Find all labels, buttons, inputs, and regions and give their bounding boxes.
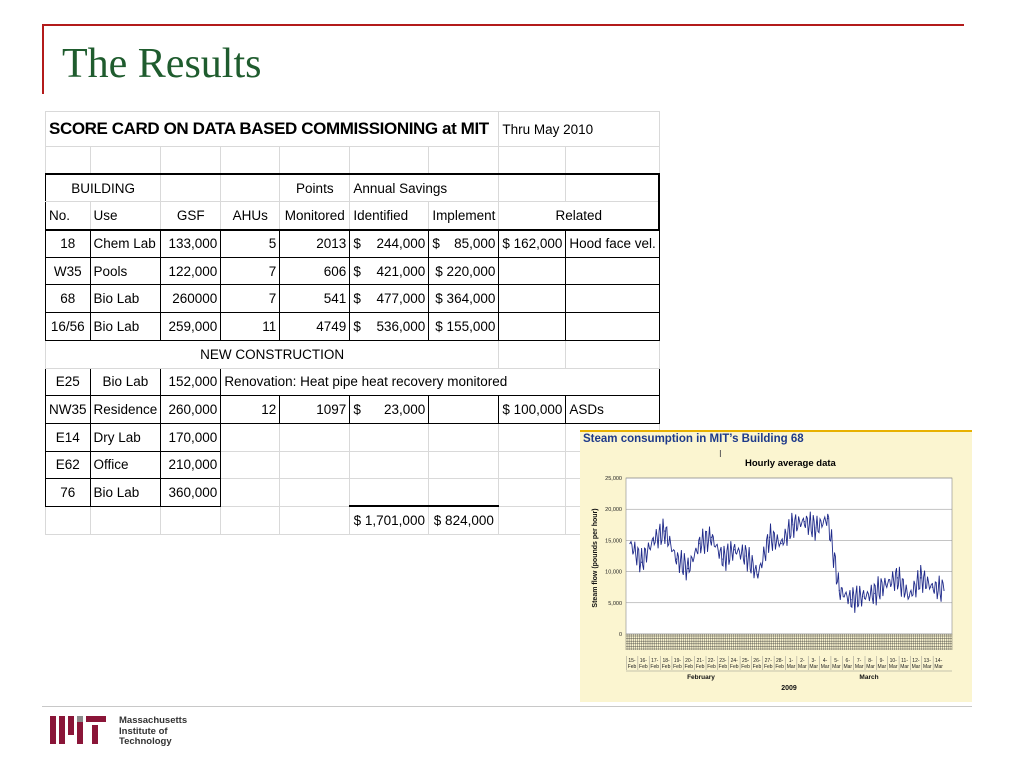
cell-no: 76 [46, 479, 91, 507]
x-tick-label: Mar [809, 664, 819, 670]
wordmark-line: Institute of [119, 725, 168, 737]
data-point [711, 537, 712, 538]
cell-gsf: 259,000 [161, 313, 221, 341]
cell-no: E62 [46, 451, 91, 479]
x-tick-label: 23- [719, 658, 727, 664]
data-point [827, 518, 828, 519]
scorecard-table [45, 111, 660, 535]
chart-subtitle: Hourly average data [745, 458, 836, 469]
data-point [734, 549, 735, 550]
currency-symbol: $ [432, 236, 440, 252]
header-monitored: Monitored [280, 202, 350, 230]
left-rule [42, 24, 44, 94]
cell-note: ASDs [566, 396, 659, 424]
table-row [46, 285, 660, 313]
total-implement: $ 824,000 [429, 506, 499, 534]
cell-gsf: 170,000 [161, 423, 221, 451]
cell-no: E25 [46, 368, 91, 396]
x-tick-label: Feb [775, 664, 784, 670]
data-point [641, 562, 642, 563]
cell-no: NW35 [46, 396, 91, 424]
group-points: Points [280, 174, 350, 202]
cell-note: Hood face vel. [566, 230, 659, 258]
currency-symbol: $ [353, 318, 361, 334]
y-tick-label: 25,000 [605, 476, 622, 482]
group-building: BUILDING [46, 174, 161, 202]
cell-use: Bio Lab [90, 285, 161, 313]
header-use: Use [90, 202, 161, 230]
x-tick-label: 24- [730, 658, 738, 664]
cell-no: W35 [46, 257, 91, 285]
month-label: February [687, 674, 715, 681]
x-tick-label: Mar [922, 664, 932, 670]
cell-gsf: 260,000 [161, 396, 221, 424]
x-tick-label: Mar [911, 664, 921, 670]
cell-no: 16/56 [46, 313, 91, 341]
x-tick-label: Mar [832, 664, 841, 670]
y-tick-label: 0 [618, 632, 622, 638]
x-tick-label: Feb [639, 664, 648, 670]
cell-gsf: 360,000 [161, 479, 221, 507]
y-tick-label: 5,000 [608, 600, 622, 607]
cell-gsf: 152,000 [161, 368, 221, 396]
cell-no: 68 [46, 285, 91, 313]
table-row [46, 451, 660, 479]
y-tick-label: 20,000 [605, 507, 622, 514]
scorecard-date: Thru May 2010 [499, 112, 659, 147]
wordmark-line: Massachusetts [119, 715, 188, 726]
steam-chart [580, 430, 972, 702]
x-tick-label: Feb [707, 664, 716, 670]
x-tick-label: Mar [934, 664, 943, 670]
totals-row [46, 506, 660, 534]
data-point [850, 599, 851, 600]
x-tick-label: 17- [651, 658, 659, 664]
x-tick-label: Feb [627, 664, 637, 670]
x-tick-label: 9- [879, 658, 885, 664]
x-tick-label: Mar [820, 664, 830, 670]
cell-implement: $ 364,000 [429, 285, 499, 313]
cell-points: 541 [280, 285, 350, 313]
x-tick-label: 6- [845, 658, 851, 664]
data-point [909, 596, 910, 597]
data-point [746, 555, 747, 556]
cell-points: 1097 [280, 396, 350, 424]
scorecard-title: SCORE CARD ON DATA BASED COMMISSIONING at MIT [46, 112, 499, 147]
currency-symbol: $ [353, 291, 361, 307]
data-point [688, 568, 689, 569]
new-construction-label: NEW CONSTRUCTION [46, 340, 499, 368]
cell-related: $ 162,000 [499, 230, 566, 258]
cell-gsf: 133,000 [161, 230, 221, 258]
x-tick-label: Mar [866, 664, 875, 670]
cell-gsf: 122,000 [161, 257, 221, 285]
currency-symbol: $ [353, 402, 361, 418]
x-tick-label: Mar [854, 664, 864, 670]
x-tick-label: 5- [834, 658, 839, 664]
x-tick-label: 15- [628, 658, 636, 664]
currency-symbol: $ [353, 236, 361, 252]
x-tick-label: 10- [889, 658, 897, 664]
data-point [757, 574, 758, 575]
cell-use: Bio Lab [90, 479, 161, 507]
x-tick-label: Mar [786, 664, 796, 670]
cell-identified: 477,000 [376, 291, 426, 307]
cell-ahus: 7 [221, 257, 280, 285]
chart-title: Steam consumption in MIT’s Building 68 [583, 433, 804, 445]
cell-use: Pools [90, 257, 161, 285]
cell-identified: 244,000 [376, 236, 426, 252]
x-tick-label: 19- [673, 658, 682, 664]
x-tick-label: Mar [900, 664, 909, 670]
cell-implement: 85,000 [454, 236, 496, 252]
data-point [874, 593, 875, 594]
x-tick-label: Feb [673, 664, 682, 670]
x-tick-label: Feb [695, 664, 705, 670]
x-axis-label: 2009 [781, 685, 797, 692]
data-point [676, 559, 677, 560]
x-tick-label: 21- [696, 658, 704, 664]
cell-use: Residence [90, 396, 161, 424]
cell-points: 606 [280, 257, 350, 285]
x-tick-label: 27- [764, 658, 772, 664]
table-row [46, 368, 660, 396]
cell-use: Bio Lab [90, 368, 161, 396]
cell-gsf: 210,000 [161, 451, 221, 479]
header-no: No. [46, 202, 91, 230]
x-tick-label: Feb [741, 664, 750, 670]
table-row [46, 479, 660, 507]
data-point [664, 530, 665, 531]
x-tick-label: 25- [741, 658, 750, 664]
data-point [699, 543, 700, 544]
x-tick-label: 22- [707, 658, 716, 664]
header-implement: Implement [429, 202, 499, 230]
section-row [46, 340, 660, 368]
table-row [46, 313, 660, 341]
data-point [932, 587, 933, 588]
x-tick-label: Feb [718, 664, 728, 670]
table-row [46, 423, 660, 451]
cell-implement: $ 155,000 [429, 313, 499, 341]
cell-implement: $ 220,000 [429, 257, 499, 285]
slide-title: The Results [62, 41, 262, 87]
data-point [792, 524, 793, 525]
x-tick-label: 18- [662, 658, 670, 664]
data-point [804, 521, 805, 522]
header-related: Related [499, 202, 659, 230]
x-tick-label: Mar [843, 664, 853, 670]
y-axis-label: Steam flow (pounds per hour) [592, 508, 599, 608]
table-row [46, 230, 660, 258]
x-tick-label: 11- [901, 658, 909, 664]
x-tick-label: 3- [811, 658, 816, 664]
mit-logo-icon [50, 716, 106, 744]
x-tick-label: Mar [888, 664, 898, 670]
data-point [920, 577, 921, 578]
cell-identified: 421,000 [376, 263, 426, 279]
table-row [46, 257, 660, 285]
x-tick-label: Mar [798, 664, 807, 670]
cell-gsf: 260000 [161, 285, 221, 313]
y-tick-label: 10,000 [605, 569, 622, 576]
x-tick-label: 28- [776, 658, 784, 664]
header-ahus: AHUs [221, 202, 280, 230]
bottom-rule [42, 706, 972, 707]
text-cursor-icon: I [719, 449, 722, 460]
data-point [629, 543, 630, 544]
cell-ahus: 7 [221, 285, 280, 313]
x-tick-label: 14- [935, 658, 943, 664]
data-point [653, 540, 654, 541]
x-tick-label: 12- [912, 658, 920, 664]
x-tick-label: 2- [800, 658, 805, 664]
x-tick-label: Feb [763, 664, 773, 670]
x-tick-label: Mar [877, 664, 887, 670]
cell-use: Office [90, 451, 161, 479]
cell-use: Chem Lab [90, 230, 161, 258]
wordmark-line: Technology [119, 736, 172, 747]
cell-ahus: 12 [221, 396, 280, 424]
x-tick-label: 8- [868, 658, 873, 664]
column-header-row [46, 202, 660, 230]
data-point [885, 583, 886, 584]
x-tick-label: Feb [752, 664, 762, 670]
x-tick-label: 7- [856, 658, 862, 664]
x-tick-label: 26- [753, 658, 761, 664]
group-savings: Annual Savings [350, 174, 499, 202]
x-tick-label: 4- [822, 658, 828, 664]
table-row [46, 396, 660, 424]
x-tick-label: 16- [639, 658, 647, 664]
cell-use: Bio Lab [90, 313, 161, 341]
cell-points: 4749 [280, 313, 350, 341]
y-tick-label: 15,000 [605, 538, 622, 545]
header-identified: Identified [350, 202, 429, 230]
x-tick-label: Feb [650, 664, 660, 670]
header-gsf: GSF [161, 202, 221, 230]
data-point [815, 527, 816, 528]
cell-points: 2013 [280, 230, 350, 258]
data-point [781, 543, 782, 544]
data-point [862, 596, 863, 597]
x-tick-label: 13- [923, 658, 931, 664]
cell-identified: 23,000 [384, 402, 426, 418]
cell-ahus: 11 [221, 313, 280, 341]
currency-symbol: $ [353, 263, 361, 279]
x-tick-label: Feb [684, 664, 694, 670]
cell-no: E14 [46, 423, 91, 451]
x-tick-label: 20- [685, 658, 693, 664]
data-point [722, 559, 723, 560]
cell-no: 18 [46, 230, 91, 258]
cell-related: $ 100,000 [499, 396, 566, 424]
month-label: March [859, 674, 879, 681]
data-point [943, 590, 944, 591]
data-point [769, 537, 770, 538]
group-header-row [46, 174, 660, 202]
x-tick-label: 1- [788, 658, 794, 664]
total-identified: $ 1,701,000 [350, 506, 429, 534]
cell-note: Renovation: Heat pipe heat recovery monitored [221, 368, 659, 396]
cell-ahus: 5 [221, 230, 280, 258]
data-point [897, 577, 898, 578]
data-point [839, 590, 840, 591]
title-row [46, 112, 660, 147]
x-tick-label: Feb [729, 664, 739, 670]
top-rule [42, 24, 964, 26]
x-tick-label: Feb [661, 664, 671, 670]
cell-identified: 536,000 [376, 318, 426, 334]
blank-row [46, 147, 660, 175]
cell-use: Dry Lab [90, 423, 161, 451]
mit-wordmark [119, 716, 187, 748]
